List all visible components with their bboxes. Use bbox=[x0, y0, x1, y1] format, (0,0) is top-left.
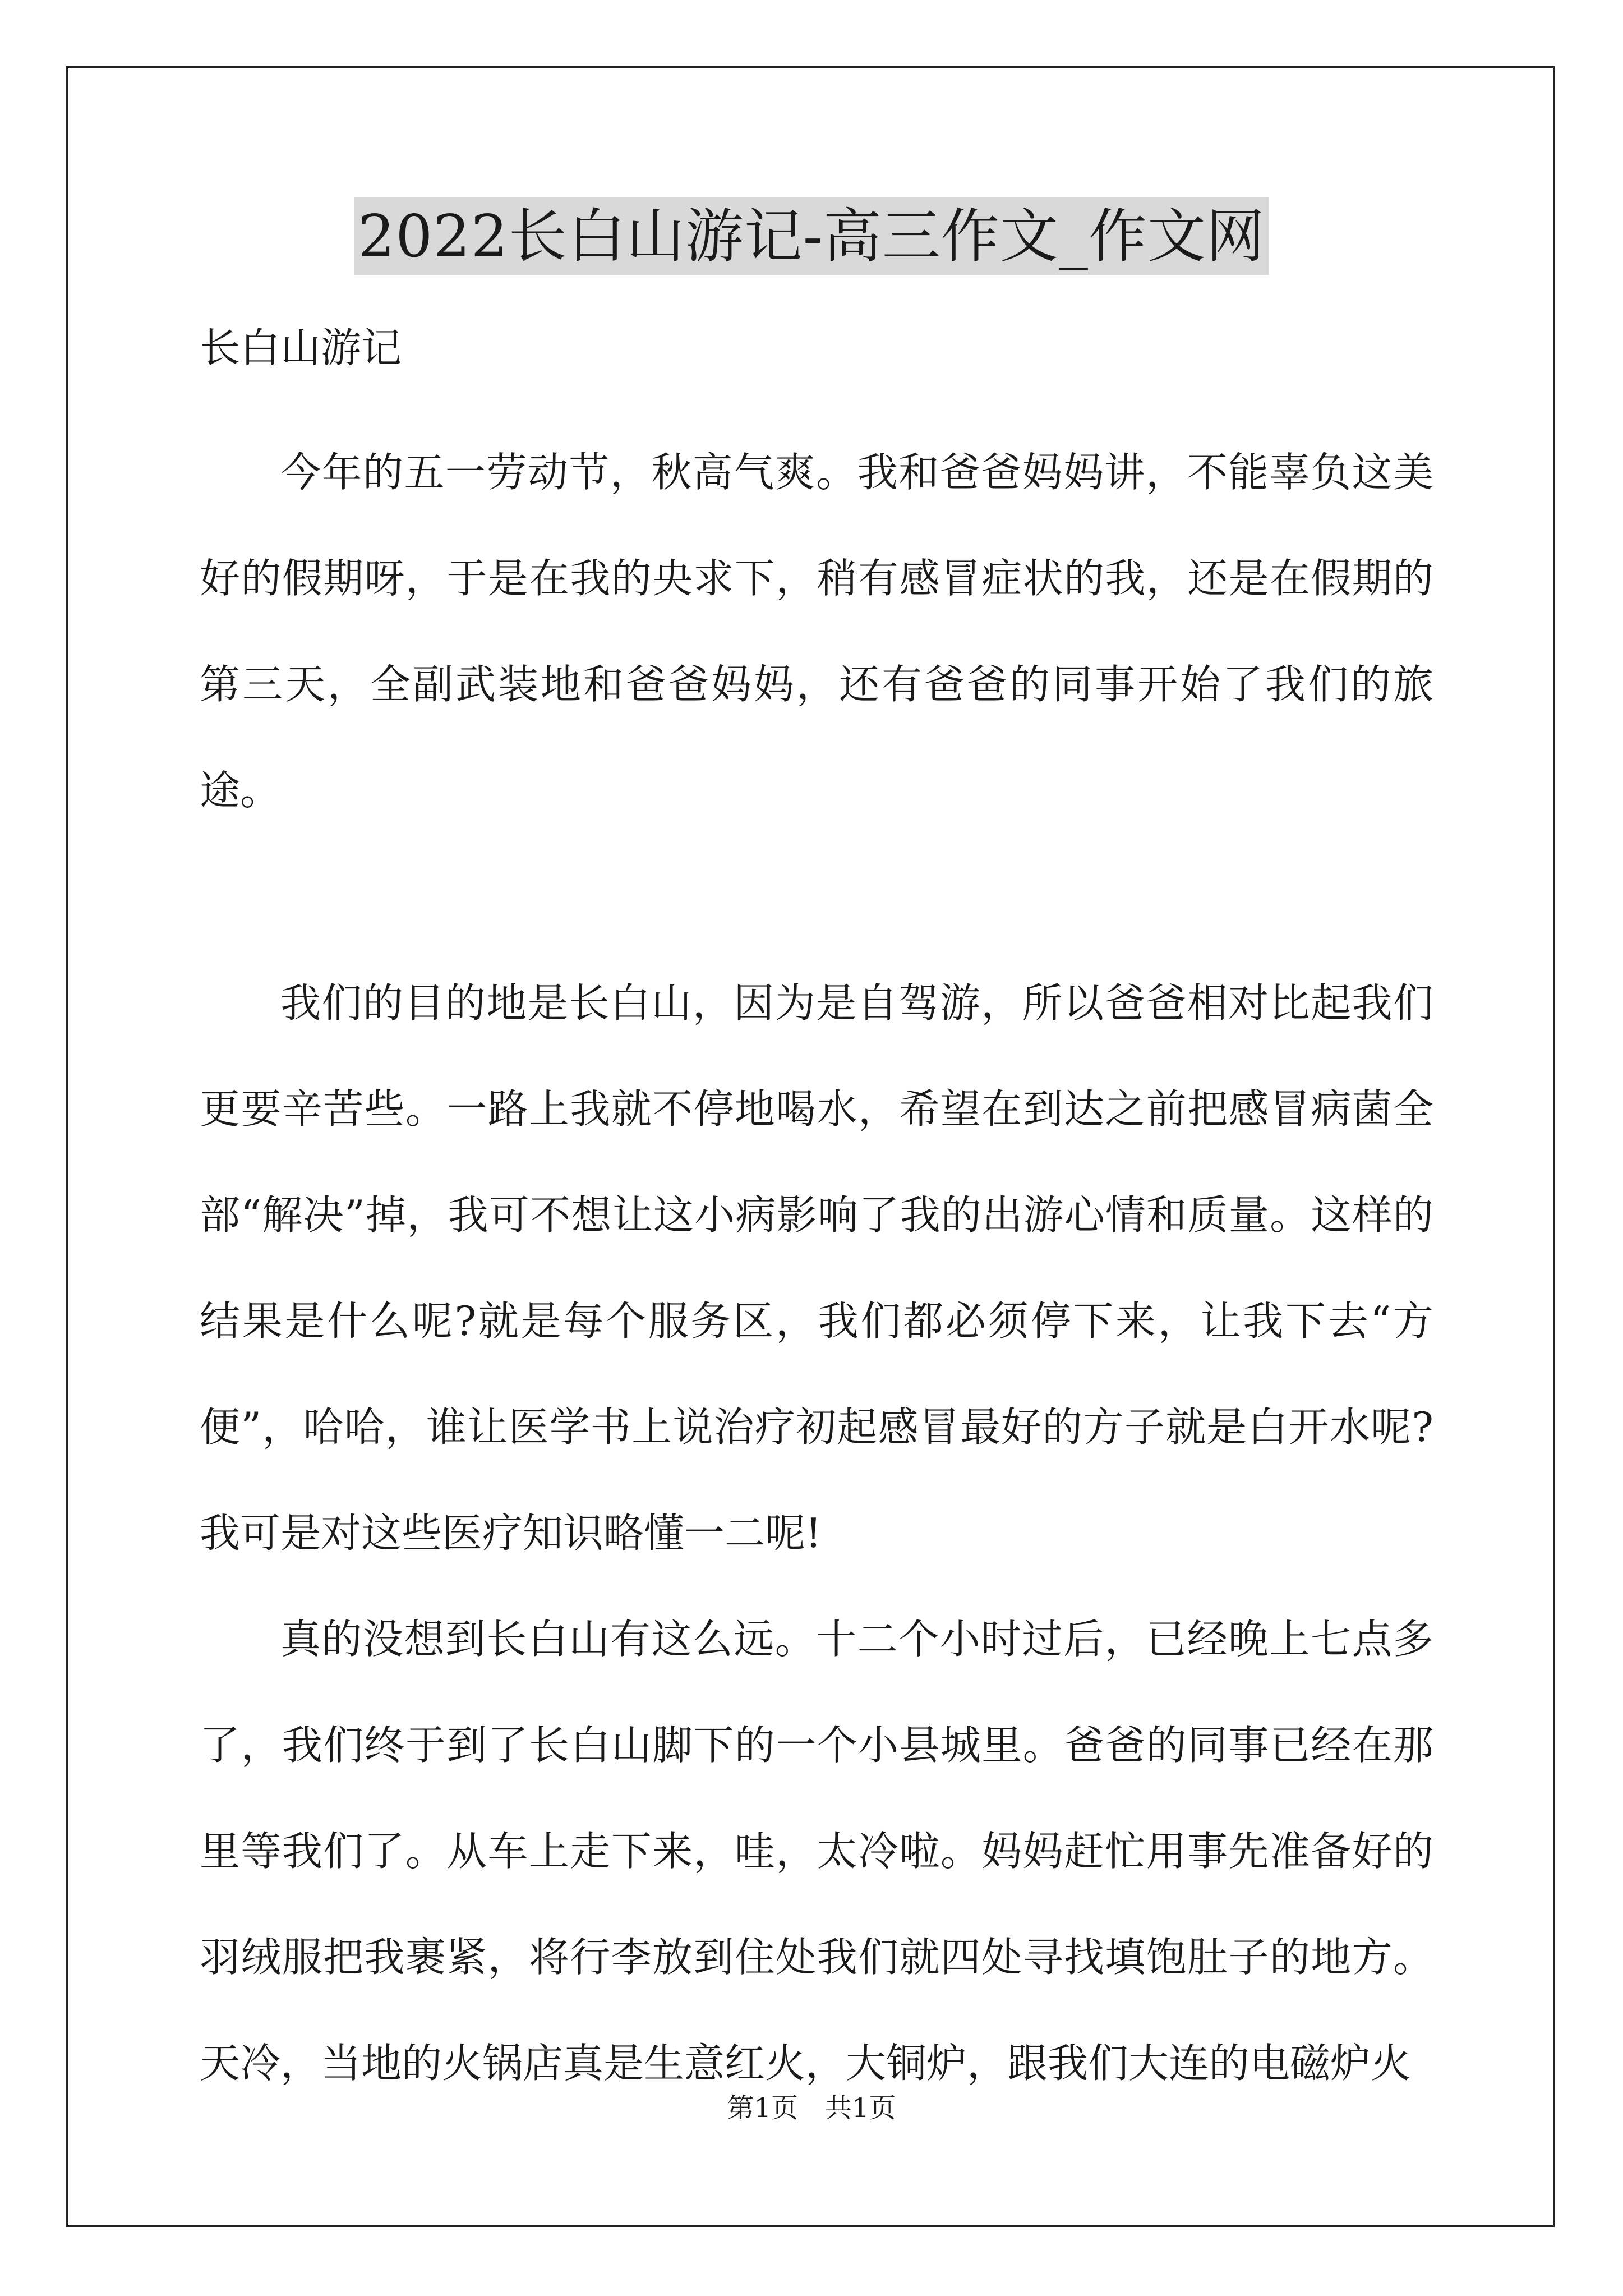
paragraph-spacer bbox=[200, 844, 1433, 950]
title-container bbox=[0, 197, 1623, 275]
paragraph-2: 我们的目的地是长白山，因为是自驾游，所以爸爸相对比起我们更要辛苦些。一路上我就不停地喝水，希望在到达之前把感冒病菌全部“解决”掉，我可不想让这小病影响了我的出游心情和质量。这样的结果是什么呢?就是每个服务区，我们都必须停下来，让我下去“方便”，哈哈，谁让医学书上说治疗初起感冒最好的方子就是白开水呢?我可是对这些医疗知识略懂一二呢! bbox=[200, 979, 1433, 1557]
document-subtitle: 长白山游记 bbox=[200, 324, 402, 371]
paragraph-3: 真的没想到长白山有这么远。十二个小时过后，已经晚上七点多了，我们终于到了长白山脚下的一个小县城里。爸爸的同事已经在那里等我们了。从车上走下来，哇，太冷啦。妈妈赶忙用事先准备好的羽绒服把我裹紧，将行李放到住处我们就四处寻找填饱肚子的地方。天冷，当地的火锅店真是生意红火，大铜炉，跟我们大连的电磁炉火 bbox=[200, 1616, 1433, 2087]
paragraph-1: 今年的五一劳动节，秋高气爽。我和爸爸妈妈讲，不能辜负这美好的假期呀，于是在我的央求下，稍有感冒症状的我，还是在假期的第三天，全副武装地和爸爸妈妈，还有爸爸的同事开始了我们的旅途。 bbox=[200, 449, 1433, 814]
page-number-footer: 第1页 共1页 bbox=[727, 2092, 896, 2124]
document-body bbox=[200, 314, 1433, 2116]
document-title: 2022长白山游记-高三作文_作文网 bbox=[354, 197, 1269, 275]
